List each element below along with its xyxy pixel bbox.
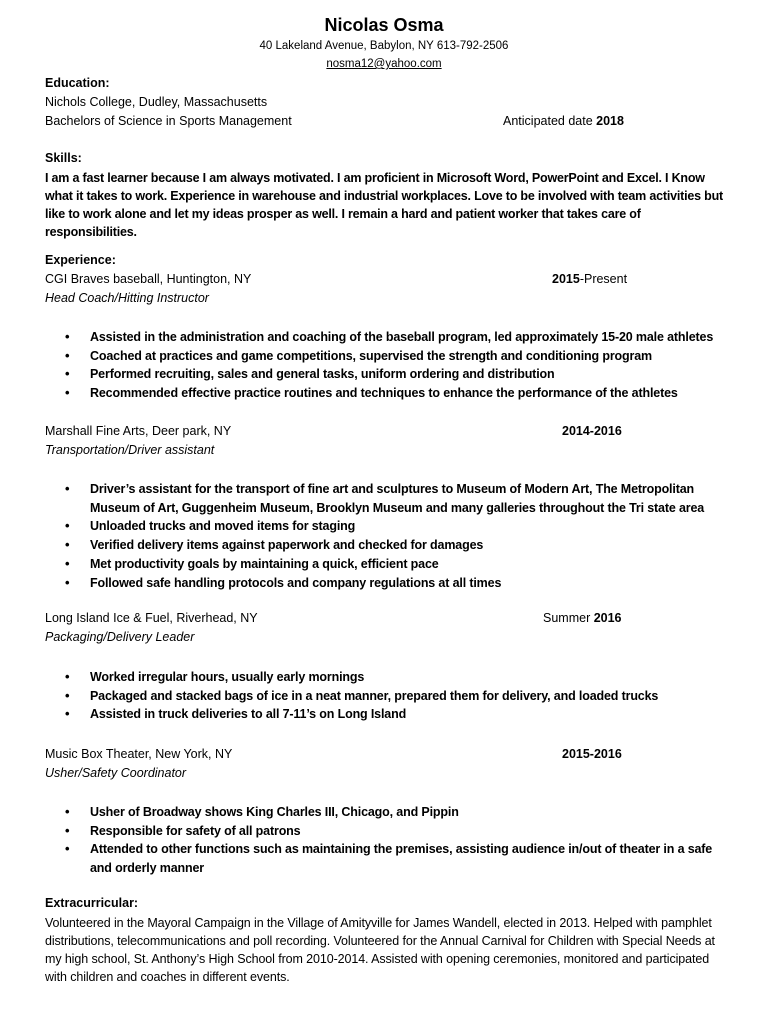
job-bullet: • Assisted in truck deliveries to all 7-11’s on Long Island <box>45 705 735 724</box>
job-date-rest: -Present <box>579 272 628 286</box>
job-date-bold: 2015 <box>552 272 580 286</box>
resume-name: Nicolas Osma <box>324 15 444 35</box>
job-bullet: • Performed recruiting, sales and general tasks, uniform ordering and distribution <box>45 365 735 384</box>
job-title: Transportation/Driver assistant <box>45 443 215 457</box>
job-employer: Marshall Fine Arts, Deer park, NY <box>45 424 232 438</box>
job-bullet: • Followed safe handling protocols and company regulations at all times <box>45 574 735 593</box>
contact-address-phone: 40 Lakeland Avenue, Babylon, NY 613-792-2506 <box>259 40 509 52</box>
education-date-prefix: Anticipated date <box>503 114 597 128</box>
job-bullet: • Responsible for safety of all patrons <box>45 822 735 841</box>
job-bullet: • Attended to other functions such as maintaining the premises, assisting audience in/out of theater in a safe and orderly manner <box>45 840 735 877</box>
job-bullet: • Packaged and stacked bags of ice in a neat manner, prepared them for delivery, and loaded trucks <box>45 687 735 706</box>
job-employer: Music Box Theater, New York, NY <box>45 747 233 761</box>
job-bullet-list <box>45 328 735 403</box>
education-school: Nichols College, Dudley, Massachusetts <box>45 95 268 109</box>
extracurricular-text: Volunteered in the Mayoral Campaign in the Village of Amityville for James Wandell, elected in 2013. Helped with pamphlet distributions, telecommunications and poll recording. Volunteered for the Annual Carnival for Children with Special Needs at my high school, St. Anthony’s High School from 2010-2014. Assisted with opening ceremonies, monitored and participated with children and coaches in different events. <box>45 916 715 984</box>
education-heading: Education: <box>45 76 110 90</box>
job-bullet: • Usher of Broadway shows King Charles III, Chicago, and Pippin <box>45 803 735 822</box>
job-title: Packaging/Delivery Leader <box>45 630 195 644</box>
extracurricular-heading: Extracurricular: <box>45 896 139 910</box>
job-bullet: • Verified delivery items against paperwork and checked for damages <box>45 536 735 555</box>
job-date-bold: 2016 <box>593 611 622 625</box>
job-dates <box>543 611 622 625</box>
education-date <box>503 114 624 128</box>
job-bullet: • Unloaded trucks and moved items for staging <box>45 517 735 536</box>
job-bullet: • Worked irregular hours, usually early mornings <box>45 668 735 687</box>
job-title: Usher/Safety Coordinator <box>45 766 187 780</box>
contact-email-link[interactable]: nosma12@yahoo.com <box>326 58 442 70</box>
job-employer: CGI Braves baseball, Huntington, NY <box>45 272 252 286</box>
job-bullet-list <box>45 803 735 878</box>
job-bullet: • Assisted in the administration and coaching of the baseball program, led approximately 15-20 male athletes <box>45 328 735 347</box>
job-bullet-list <box>45 668 735 724</box>
job-bullet: • Recommended effective practice routines and techniques to enhance the performance of the athletes <box>45 384 735 403</box>
job-title: Head Coach/Hitting Instructor <box>45 291 209 305</box>
education-degree: Bachelors of Science in Sports Management <box>45 114 292 128</box>
education-date-year: 2018 <box>596 114 624 128</box>
job-bullet-list <box>45 480 735 592</box>
skills-text: I am a fast learner because I am always motivated. I am proficient in Microsoft Word, PowerPoint and Excel. I Know what it takes to work. Experience in warehouse and industrial workplaces. Love to be involved with team activities but like to work alone and let my ideas prosper as well. I remain a hard and patient worker that takes care of responsibilities. <box>45 171 723 239</box>
experience-heading: Experience: <box>45 253 116 267</box>
job-date-prefix: Summer <box>543 611 594 625</box>
job-bullet: • Met productivity goals by maintaining a quick, efficient pace <box>45 555 735 574</box>
job-bullet: • Coached at practices and game competitions, supervised the strength and conditioning program <box>45 347 735 366</box>
skills-heading: Skills: <box>45 151 82 165</box>
job-dates <box>552 272 627 286</box>
job-dates: 2015-2016 <box>562 747 622 761</box>
job-dates: 2014-2016 <box>562 424 622 438</box>
job-bullet: • Driver’s assistant for the transport of fine art and sculptures to Museum of Modern Art, The Metropolitan Museum of Art, Guggenheim Museum, Brooklyn Museum and many galleries throughout the Tri state area <box>45 480 735 517</box>
job-employer: Long Island Ice & Fuel, Riverhead, NY <box>45 611 258 625</box>
